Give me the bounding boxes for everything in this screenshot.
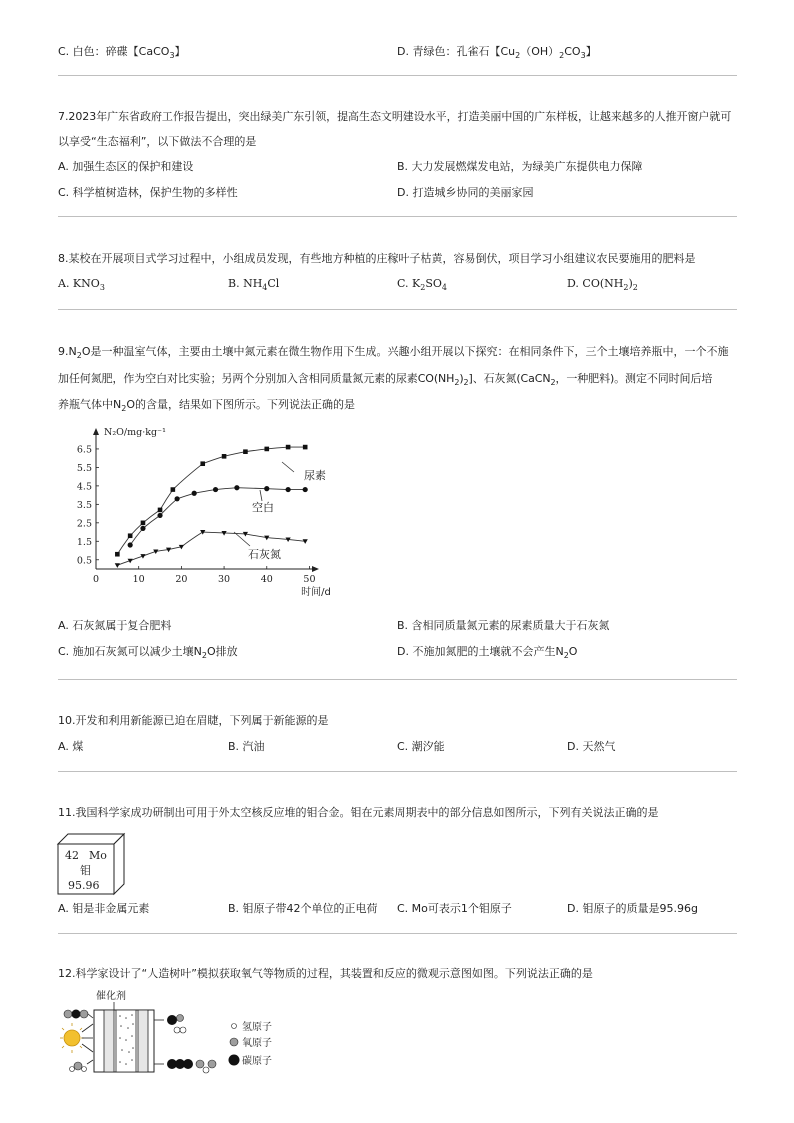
data-point-circle xyxy=(213,487,218,492)
element-name: 钼 xyxy=(80,864,91,877)
data-point-square xyxy=(115,552,120,557)
q10-option-a: A. 煤 xyxy=(58,740,84,753)
x-tick-label: 40 xyxy=(260,574,273,585)
data-point-circle xyxy=(175,496,180,501)
q6-option-d: D. 青绿色：孔雀石【$Cu_2(OH)_2CO_3$】 xyxy=(397,45,597,60)
data-point-circle xyxy=(140,526,145,531)
data-point-circle xyxy=(192,491,197,496)
atomic-mass: 95.96 xyxy=(68,879,100,892)
x-tick-label: 30 xyxy=(218,574,231,585)
catalyst-label: 催化剂 xyxy=(96,991,126,1002)
q10-stem: 10.开发和利用新能源已迫在眉睫，下列属于新能源的是 xyxy=(58,714,329,727)
q10-option-d: D. 天然气 xyxy=(567,740,616,753)
x-axis-arrow xyxy=(312,566,319,572)
atomic-number: 42 xyxy=(65,849,79,862)
atom-legend xyxy=(229,1020,273,1067)
q9-option-c: C. 施加石灰氮可以减少土壤$N_2O$排放 xyxy=(58,645,238,660)
q7-option-c: C. 科学植树造林，保护生物的多样性 xyxy=(58,186,238,199)
q11-option-a: A. 钼是非金属元素 xyxy=(58,902,150,915)
data-point-square xyxy=(243,449,248,454)
series-label-leader xyxy=(260,490,262,501)
data-point-square xyxy=(158,508,163,513)
data-point-circle xyxy=(264,486,269,491)
co2-molecule-icon xyxy=(64,1010,88,1019)
y-tick-label: 1.5 xyxy=(76,536,92,548)
product-molecule-icon xyxy=(167,1015,186,1034)
x-tick-label: 50 xyxy=(303,574,316,585)
q11-stem: 11.我国科学家成功研制出可用于外太空核反应堆的钼合金。钼在元素周期表中的部分信息如图所示，下列有关说法正确的是 xyxy=(58,806,659,819)
y-axis-arrow xyxy=(93,428,99,435)
h2o-molecule-icon xyxy=(70,1062,87,1072)
q9-stem-line1: $9.N_2O$是一种温室气体，主要由土壤中氮元素在微生物作用下生成。兴趣小组开展以下探究：在相同条件下，三个土壤培养瓶中，一个不施 xyxy=(58,345,729,360)
y-tick-label: 6.5 xyxy=(76,444,92,456)
data-point-square xyxy=(286,445,291,450)
data-point-square xyxy=(128,533,133,538)
q8-option-c: C. $K_2SO_4$ xyxy=(397,277,447,292)
y-tick-label: 0.5 xyxy=(76,555,92,567)
y-tick-label: 5.5 xyxy=(76,462,92,474)
q6-option-c: C. 白色：碎碟【CaCO$_3$】 xyxy=(58,45,186,60)
data-point-square xyxy=(303,445,308,450)
q7-stem-line1: 7.2023年广东省政府工作报告提出，突出绿美广东引领，提高生态文明建设水平，打造美丽中国的广东样板，让越来越多的人推开窗户就可 xyxy=(58,110,732,123)
divider xyxy=(58,679,737,680)
q9-option-b: B. 含相同质量氮元素的尿素质量大于石灰氮 xyxy=(397,619,610,632)
chart-labels xyxy=(77,427,331,596)
legend-oxygen: 氧原子 xyxy=(242,1038,272,1049)
element-symbol: Mo xyxy=(89,849,107,862)
n2o-line-chart xyxy=(60,424,340,596)
q9-option-a: A. 石灰氮属于复合肥料 xyxy=(58,619,172,632)
divider xyxy=(58,771,737,772)
data-point-circle xyxy=(234,485,239,490)
divider xyxy=(58,933,737,934)
q10-option-b: B. 汽油 xyxy=(228,740,265,753)
q11-option-d: D. 钼原子的质量是95.96g xyxy=(567,902,698,915)
q9-option-d: D. 不施加氮肥的土壤就不会产生$N_2O$ xyxy=(397,645,578,660)
q8-stem: 8.某校在开展项目式学习过程中，小组成员发现，有些地方种植的庄稼叶子枯黄，容易倒伏，项目学习小组建议农民要施用的肥料是 xyxy=(58,252,696,265)
element-cell-molybdenum xyxy=(56,832,128,896)
q12-stem: 12.科学家设计了“人造树叶”模拟获取氧气等物质的过程，其装置和反应的微观示意图如图。下列说法正确的是 xyxy=(58,967,593,980)
q9-stem-line3: 养瓶气体中$N_2O$的含量，结果如下图所示。下列说法正确的是 xyxy=(58,398,355,413)
y-tick-label: 4.5 xyxy=(76,481,92,493)
series-name-label: 尿素 xyxy=(304,469,326,482)
data-point-square xyxy=(171,487,176,492)
q8-option-d: D. $CO(NH_2)_2$ xyxy=(567,277,638,292)
sun-icon xyxy=(60,1023,84,1053)
series-line-circle xyxy=(130,488,305,545)
x-tick-label: 0 xyxy=(92,574,100,585)
series-label-leader xyxy=(282,462,294,472)
q7-option-d: D. 打造城乡协同的美丽家园 xyxy=(397,186,534,199)
data-point-square xyxy=(200,461,205,466)
data-point-square xyxy=(264,447,269,452)
data-point-square xyxy=(222,454,227,459)
chart-axes xyxy=(93,428,319,572)
y-tick-label: 3.5 xyxy=(76,499,92,511)
divider xyxy=(58,75,737,76)
data-point-circle xyxy=(157,513,162,518)
q8-option-b: B. $NH_4Cl$ xyxy=(228,277,280,292)
q10-option-c: C. 潮汐能 xyxy=(397,740,445,753)
x-tick-label: 10 xyxy=(132,574,145,585)
q7-option-a: A. 加强生态区的保护和建设 xyxy=(58,160,194,173)
series-name-label: 石灰氮 xyxy=(248,548,281,561)
data-point-circle xyxy=(286,487,291,492)
q9-stem-line2: 加任何氮肥，作为空白对比实验；另两个分别加入含相同质量氮元素的尿素$CO(NH_2)_2$]、石灰氮(CaCN$_2$，一种肥料)。测定不同时间后培 xyxy=(58,372,713,387)
legend-carbon: 碳原子 xyxy=(242,1056,272,1067)
artificial-leaf-diagram xyxy=(60,988,290,1080)
y-axis-label: N₂O/mg·kg⁻¹ xyxy=(104,427,166,438)
data-point-square xyxy=(141,521,146,526)
product-molecule-icon xyxy=(167,1059,216,1073)
x-tick-label: 20 xyxy=(175,574,188,585)
q11-option-c: C. Mo可表示1个钼原子 xyxy=(397,902,512,915)
y-tick-label: 2.5 xyxy=(76,518,92,530)
data-point-triangle xyxy=(303,539,308,544)
series-name-label: 空白 xyxy=(252,501,274,514)
divider xyxy=(58,216,737,217)
q8-option-a: A. $KNO_3$ xyxy=(58,277,105,292)
data-point-circle xyxy=(128,542,133,547)
q7-option-b: B. 大力发展燃煤发电站，为绿美广东提供电力保障 xyxy=(397,160,643,173)
data-point-triangle xyxy=(115,563,120,568)
x-axis-label: 时间/d xyxy=(301,587,331,596)
q7-stem-line2: 以享受“生态福利”，以下做法不合理的是 xyxy=(58,135,257,148)
divider xyxy=(58,309,737,310)
data-point-circle xyxy=(303,487,308,492)
legend-hydrogen: 氢原子 xyxy=(242,1022,272,1033)
q11-option-b: B. 钼原子带42个单位的正电荷 xyxy=(228,902,378,915)
